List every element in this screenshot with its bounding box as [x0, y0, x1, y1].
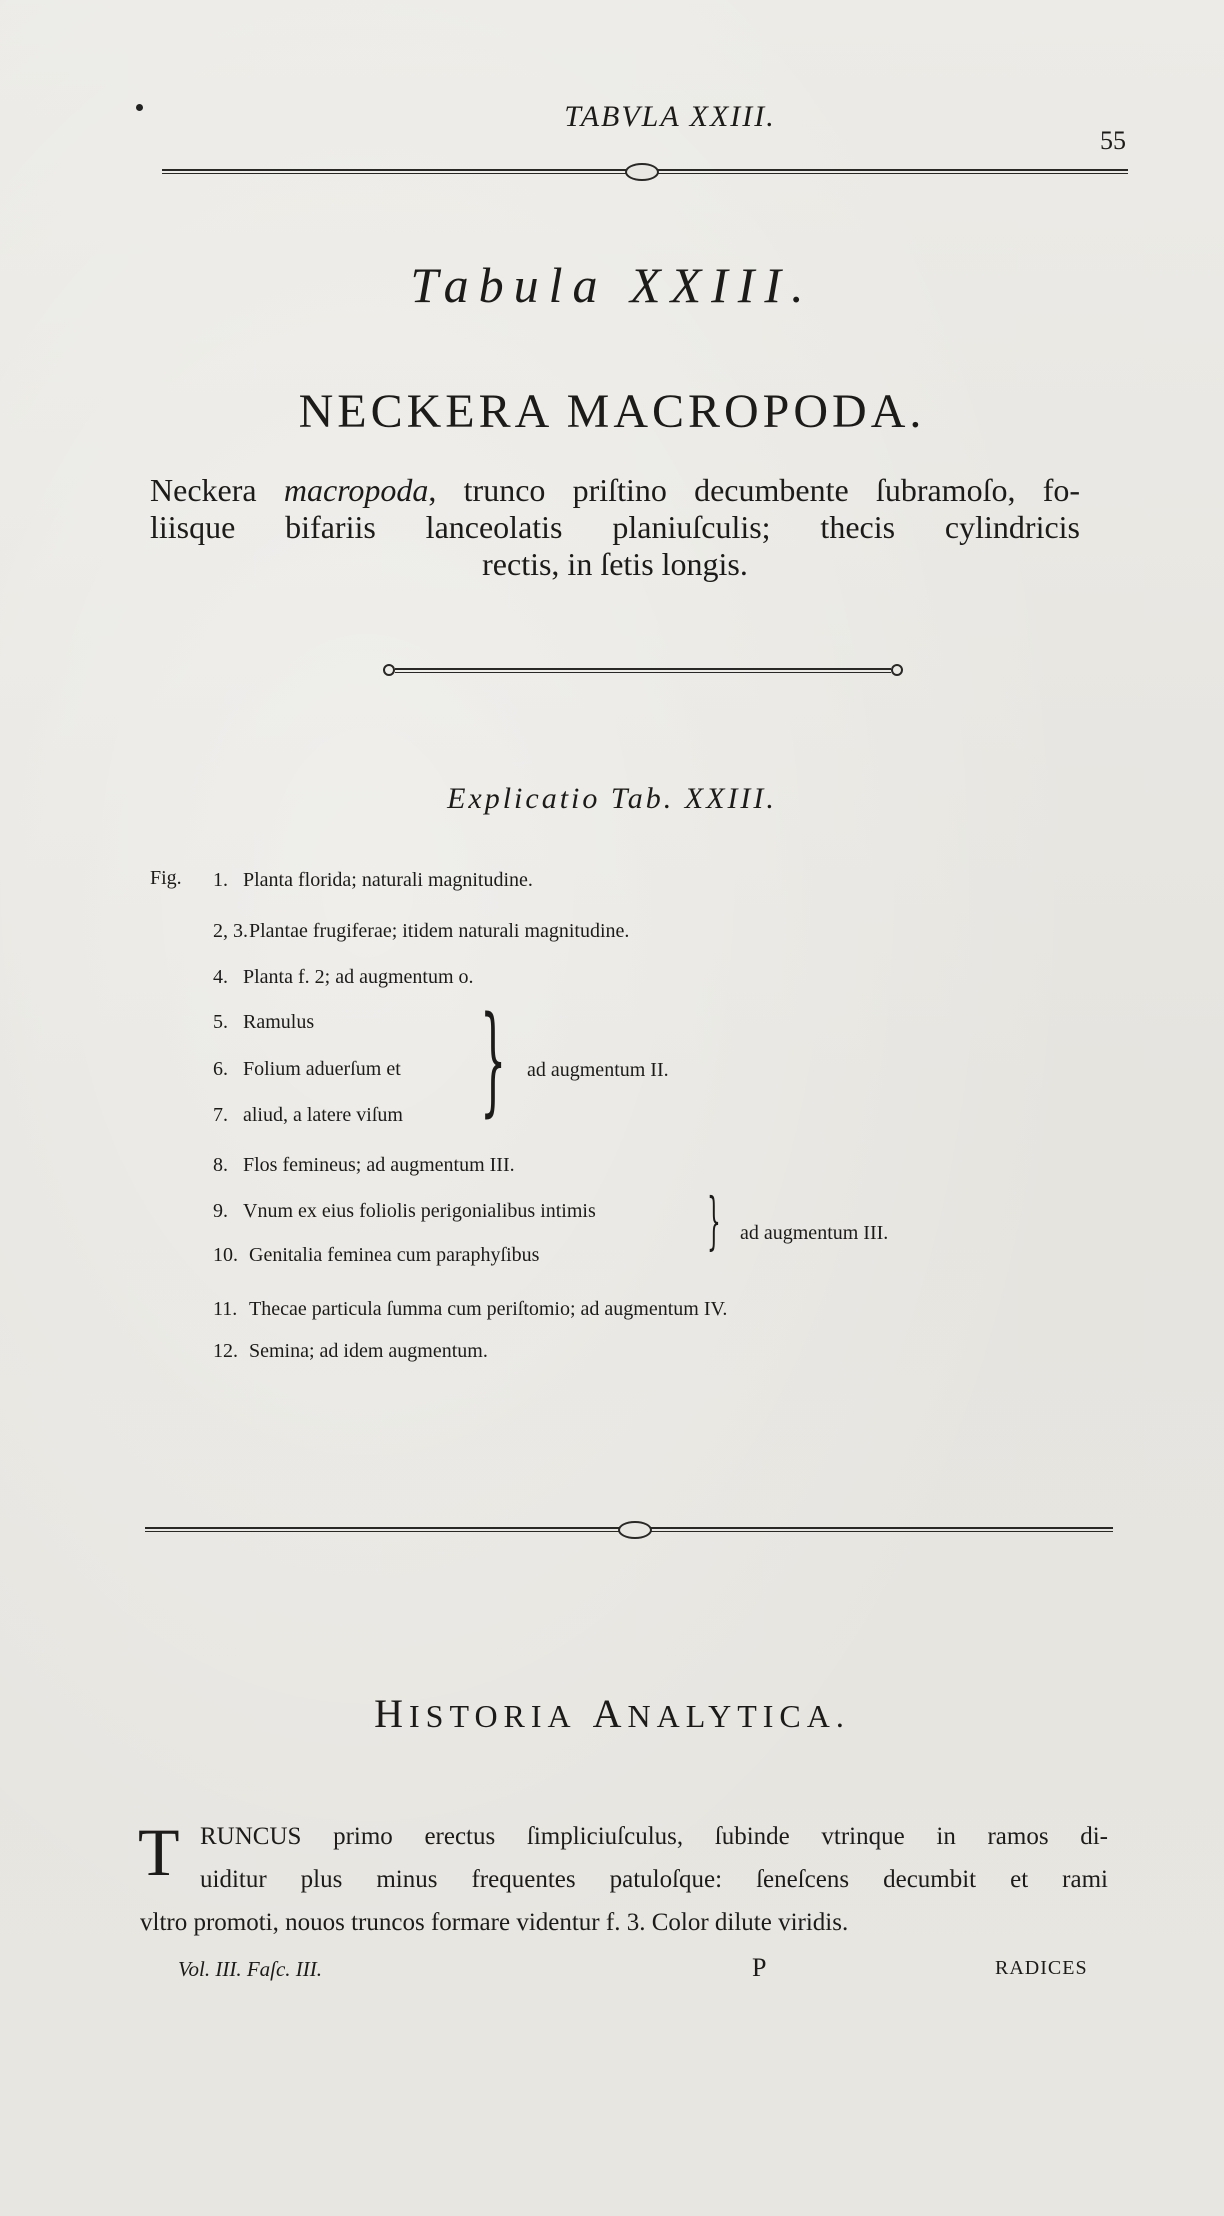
- plate-title: Tabula XXIII.: [410, 257, 814, 313]
- explicatio-title: Explicatio Tab. XXIII.: [447, 782, 777, 815]
- body-line-3: vltro promoti, nouos truncos formare videntur f. 3. Color dilute viridis.: [140, 1909, 849, 1936]
- page-number: 55: [1100, 126, 1126, 155]
- diagnosis-line-1: Neckera macropoda, trunco priſtino decumbente ſubramoſo, fo-: [150, 472, 1081, 508]
- group-brace-1: }: [480, 990, 507, 1128]
- diagnosis-line-2: liisque bifariis lanceolatis planiuſculis; thecis cylindricis: [150, 509, 1080, 545]
- printer-dot: [136, 104, 143, 111]
- drop-cap: T: [138, 1814, 180, 1890]
- fig-item-11: 11. Thecae particula ſumma cum periſtomio; ad augmentum IV.: [213, 1298, 728, 1320]
- fig-item-8: 8. Flos femineus; ad augmentum III.: [213, 1154, 515, 1176]
- chain-ornament: [383, 664, 903, 676]
- fig-item-6: 6. Folium aduerſum et: [213, 1058, 401, 1080]
- fig-item-2-3: 2, 3.Plantae frugiferae; itidem naturali magnitudine.: [213, 920, 630, 942]
- footer-catchword: RADICES: [995, 1957, 1088, 1979]
- fig-item-5: 5. Ramulus: [213, 1011, 315, 1033]
- species-title: NECKERA MACROPODA.: [298, 385, 926, 438]
- fig-item-4: 4. Planta f. 2; ad augmentum o.: [213, 966, 474, 988]
- diagnosis-line-3: rectis, in ſetis longis.: [482, 546, 748, 582]
- fig-item-12: 12. Semina; ad idem augmentum.: [213, 1340, 488, 1362]
- section-heading: HISTORIA ANALYTICA.: [374, 1691, 850, 1736]
- footer-volume: Vol. III. Faſc. III.: [178, 1957, 323, 1981]
- fig-item-7: 7. aliud, a latere viſum: [213, 1104, 403, 1126]
- body-line-1: RUNCUS primo erectus ſimpliciuſculus, ſubinde vtrinque in ramos di-: [200, 1823, 1108, 1850]
- body-paragraph: [140, 1815, 1108, 1944]
- header-rule: [162, 168, 1128, 174]
- fig-item-1: 1. Planta florida; naturali magnitudine.: [213, 869, 533, 891]
- body-line-2: uiditur plus minus frequentes patuloſque: ſeneſcens decumbit et rami: [200, 1866, 1108, 1893]
- section-rule: [145, 1526, 1113, 1532]
- fig-item-10: 10. Genitalia feminea cum paraphyſibus: [213, 1244, 540, 1266]
- fig-item-9: 9. Vnum ex eius foliolis perigonialibus intimis: [213, 1200, 596, 1222]
- group-brace-2: }: [707, 1184, 721, 1257]
- fig-label: Fig.: [150, 867, 182, 889]
- running-head: TABVLA XXIII.: [564, 100, 776, 133]
- species-diagnosis: [150, 472, 1080, 583]
- footer-signature: P: [752, 1953, 767, 1982]
- group-1-label: ad augmentum II.: [527, 1059, 669, 1081]
- species-epithet: macropoda: [283, 472, 429, 508]
- group-2-label: ad augmentum III.: [740, 1222, 889, 1244]
